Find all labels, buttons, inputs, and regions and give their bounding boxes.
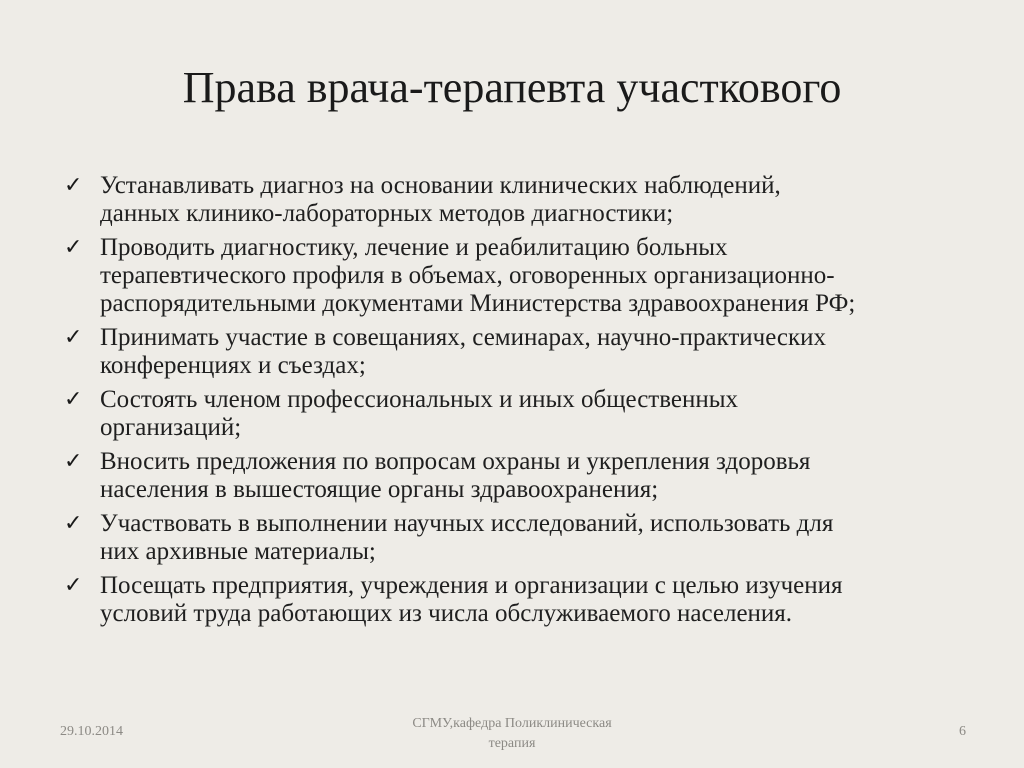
checkmark-icon: ✓ [64,511,83,536]
checkmark-icon: ✓ [64,235,83,260]
bullet-line: Посещать предприятия, учреждения и организации с целью изучения [100,572,843,599]
bullet-line: распорядительными документами Министерства здравоохранения РФ; [100,290,856,317]
page-number: 6 [959,724,966,739]
bullet-item [64,234,974,318]
bullet-item [64,510,974,566]
bullet-item [64,324,974,380]
footer-date: 29.10.2014 [60,724,123,739]
footer-organization [362,714,662,754]
bullet-list [64,172,974,634]
bullet-line: Принимать участие в совещаниях, семинарах, научно-практических [100,324,827,351]
bullet-line: организаций; [100,414,242,441]
checkmark-icon: ✓ [64,325,83,350]
slide-title: Права врача-терапевта участкового [182,63,842,112]
checkmark-icon: ✓ [64,449,83,474]
bullet-line: терапевтического профиля в объемах, оговоренных организационно- [100,262,835,289]
footer-organization-line: СГМУ,кафедра Поликлиническая [412,716,612,731]
bullet-line: условий труда работающих из числа обслуживаемого населения. [100,600,793,627]
checkmark-icon: ✓ [64,387,83,412]
bullet-line: них архивные материалы; [100,538,376,565]
bullet-line: Участвовать в выполнении научных исследований, использовать для [100,510,834,537]
bullet-item [64,386,974,442]
footer-organization-line: терапия [488,736,536,751]
bullet-line: Вносить предложения по вопросам охраны и укрепления здоровья [100,448,811,475]
checkmark-icon: ✓ [64,573,83,598]
bullet-line: Состоять членом профессиональных и иных общественных [100,386,739,413]
bullet-line: населения в вышестоящие органы здравоохранения; [100,476,659,503]
bullet-item [64,448,974,504]
bullet-line: Устанавливать диагноз на основании клинических наблюдений, [100,172,781,199]
bullet-item [64,572,974,628]
bullet-line: конференциях и съездах; [100,352,366,379]
bullet-item [64,172,974,228]
bullet-line: данных клинико-лабораторных методов диагностики; [100,200,674,227]
bullet-line: Проводить диагностику, лечение и реабилитацию больных [100,234,728,261]
checkmark-icon: ✓ [64,173,83,198]
